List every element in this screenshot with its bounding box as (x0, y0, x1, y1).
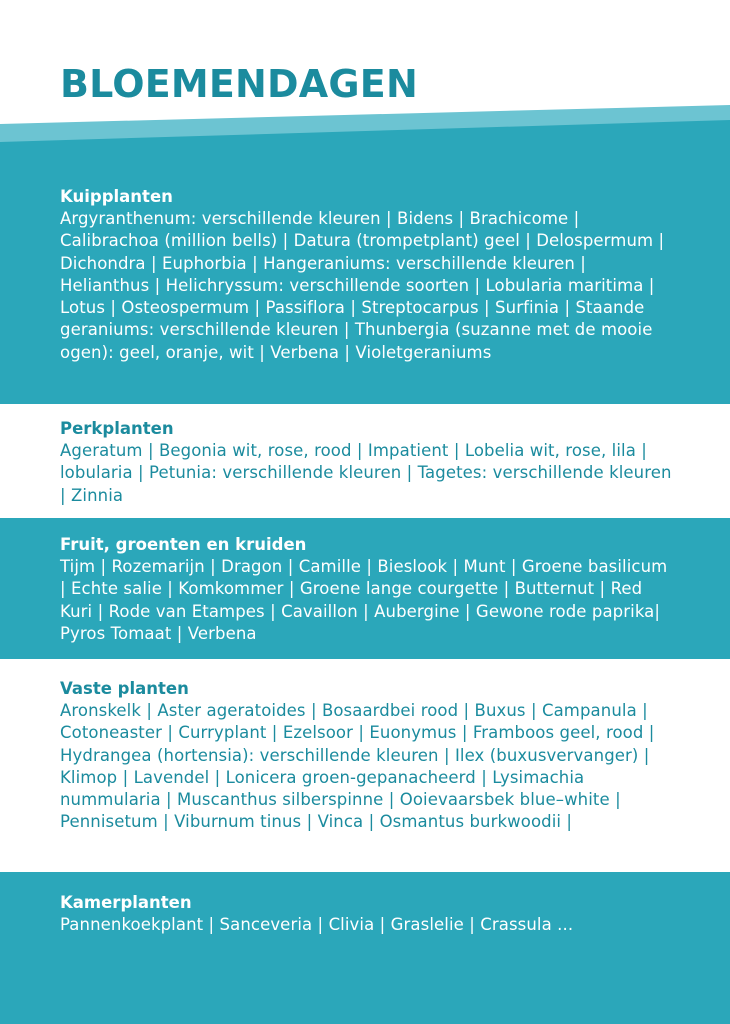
section-heading: Perkplanten (60, 419, 174, 438)
section-kuipplanten (0, 148, 730, 404)
section-heading: Kamerplanten (60, 893, 192, 912)
section-text: Argyranthenum: verschillende kleuren | Bidens | Brachicome | Calibrachoa (million bells) | Datura (trompetplant) geel | Delospermum | Dichondra | Euphorbia | Hangeraniums: verschillende kleuren | Helianthus | Helichryssum: verschillende soorten | Lobularia maritima | Lotus | Osteospermum | Passiflora | Streptocarpus | Surfinia | Staande geraniums: verschillende kleuren | Thunbergia (suzanne met de mooie ogen): geel, oranje, wit | Verbena | Violetgeraniums (60, 209, 665, 362)
section-heading: Kuipplanten (60, 187, 173, 206)
section-perkplanten (0, 404, 730, 518)
section-vaste-planten (0, 659, 730, 872)
section-fruit-groenten-kruiden (0, 518, 730, 659)
section-kamerplanten (0, 872, 730, 1024)
section-text: Ageratum | Begonia wit, rose, rood | Impatient | Lobelia wit, rose, lila | lobularia | Petunia: verschillende kleuren | Tagetes: verschillende kleuren | Zinnia (60, 441, 672, 505)
page-title: BLOEMENDAGEN (60, 62, 418, 106)
section-text: Tijm | Rozemarijn | Dragon | Camille | Bieslook | Munt | Groene basilicum | Echte salie | Komkommer | Groene lange courgette | Butternut | Red Kuri | Rode van Etampes | Cavaillon | Aubergine | Gewone rode paprika| Pyros Tomaat | Verbena (60, 557, 668, 643)
section-text: Aronskelk | Aster ageratoides | Bosaardbei rood | Buxus | Campanula | Cotoneaster | Curryplant | Ezelsoor | Euonymus | Framboos geel, rood | Hydrangea (hortensia): verschillende kleuren | Ilex (buxusvervanger) | Klimop | Lavendel | Lonicera groen-gepanacheerd | Lysimachia nummularia | Muscanthus silberspinne | Ooievaarsbek blue–white | Pennisetum | Viburnum tinus | Vinca | Osmantus burkwoodii | (60, 701, 655, 832)
section-heading: Fruit, groenten en kruiden (60, 535, 307, 554)
header-wave-decoration (0, 100, 730, 150)
section-heading: Vaste planten (60, 679, 189, 698)
section-text: Pannenkoekplant | Sanceveria | Clivia | Graslelie | Crassula ... (60, 915, 574, 934)
